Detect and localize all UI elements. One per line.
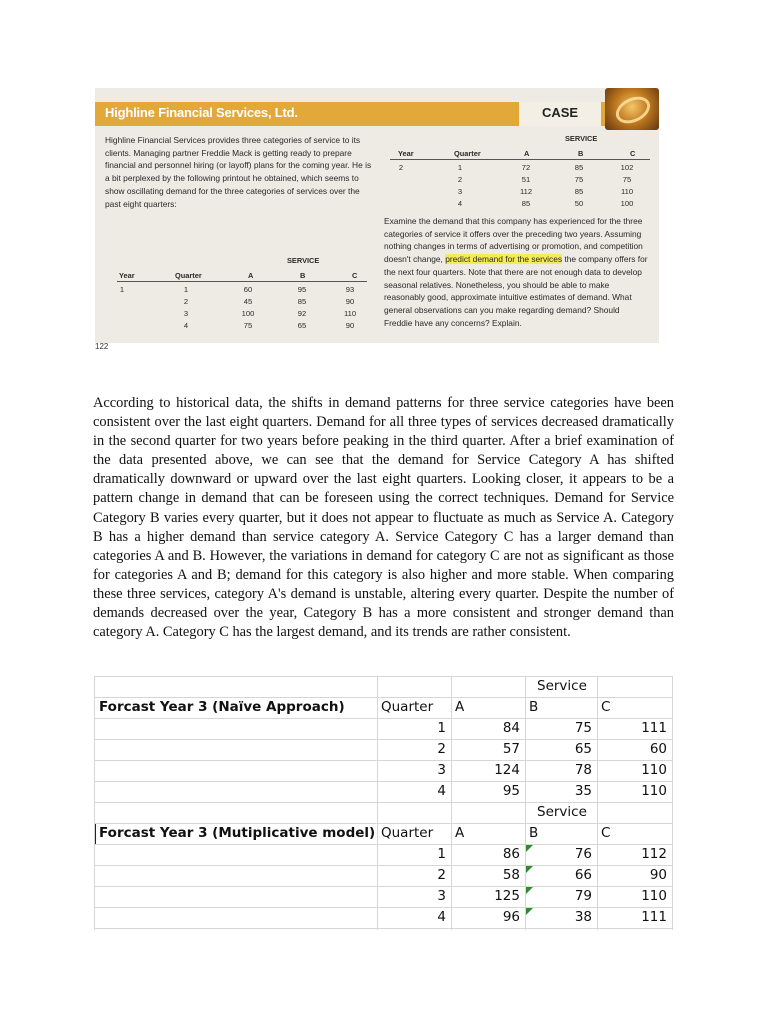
cell-b[interactable]: 78 bbox=[574, 762, 592, 778]
col-c-heading: C bbox=[352, 271, 358, 280]
year-heading: Year bbox=[119, 271, 135, 280]
grid-line bbox=[94, 823, 673, 824]
cell-c[interactable]: 60 bbox=[649, 741, 667, 757]
cell-a[interactable]: 125 bbox=[494, 888, 520, 904]
cell-b[interactable]: 75 bbox=[574, 720, 592, 736]
company-title: Highline Financial Services, Ltd. bbox=[105, 105, 298, 120]
page-number: 122 bbox=[95, 342, 109, 351]
quarter-heading: Quarter bbox=[454, 149, 481, 158]
service-heading: SERVICE bbox=[287, 256, 320, 265]
cell-a[interactable]: 95 bbox=[502, 783, 520, 799]
cell-b: 92 bbox=[297, 309, 307, 318]
cell-c: 102 bbox=[620, 163, 634, 172]
service-label: Service bbox=[537, 678, 587, 694]
cell-b: 50 bbox=[574, 199, 584, 208]
case-label-box bbox=[519, 102, 601, 126]
cell-a: 51 bbox=[521, 175, 531, 184]
case-header-bar bbox=[95, 102, 659, 126]
cell-a[interactable]: 84 bbox=[502, 720, 520, 736]
service-heading: SERVICE bbox=[565, 134, 598, 143]
cell-a: 75 bbox=[243, 321, 253, 330]
col-b-header: B bbox=[529, 699, 539, 715]
cell-b: 65 bbox=[297, 321, 307, 330]
analysis-paragraph: According to historical data, the shifts in demand patterns for three service categories have been consistent over the last eight quarters. Demand for all three types of services decreased dramatically in the second quarter for two years before peaking in the third quarter. After a brief examination of the data presented above, we can see that the demand for Service Category A has shifted dramatically downward or upward over the last eight quarters. Looking closer, it appears to be a pattern change in demand that can be foreseen using the correct techniques. Demand for Service Category B varies every quarter, but it does not appear to fluctuate as much as Service A. Category B has a higher demand than service category A. Service Category C has a larger demand than categories A and B. However, the variations in demand for category C are not as significant as those for categories A and B; demand for this category is also higher and more stable. When comparing these three services, category A's demand is unstable, altering every quarter. Despite the number of demands decreased over the year, Category B has a more consistent and stronger demand than category A. Category C has the largest demand, and its trends are rather consistent. bbox=[93, 395, 674, 641]
case-label: CASE bbox=[541, 105, 579, 120]
quarter-heading: Quarter bbox=[175, 271, 202, 280]
cell-b: 85 bbox=[297, 297, 307, 306]
col-c-header: C bbox=[601, 825, 611, 841]
cell-c[interactable]: 90 bbox=[649, 867, 667, 883]
year2-table bbox=[390, 132, 650, 212]
cell-b[interactable]: 76 bbox=[574, 846, 592, 862]
cell-c[interactable]: 110 bbox=[641, 888, 667, 904]
cell-q: 2 bbox=[183, 297, 189, 306]
cell-a[interactable]: 124 bbox=[494, 762, 520, 778]
cell-c: 93 bbox=[345, 285, 355, 294]
year-value: 1 bbox=[119, 285, 125, 294]
cell-a[interactable]: 57 bbox=[502, 741, 520, 757]
col-a-header: A bbox=[455, 699, 465, 715]
forecast-spreadsheet bbox=[94, 676, 673, 930]
grid-line bbox=[94, 697, 673, 698]
cell-a: 100 bbox=[241, 309, 255, 318]
cell-b[interactable]: 35 bbox=[574, 783, 592, 799]
cell-q[interactable]: 2 bbox=[437, 741, 446, 757]
cell-a: 85 bbox=[521, 199, 531, 208]
cell-q[interactable]: 4 bbox=[437, 909, 446, 925]
cell-q[interactable]: 2 bbox=[437, 867, 446, 883]
year-value: 2 bbox=[398, 163, 404, 172]
cell-b[interactable]: 79 bbox=[574, 888, 592, 904]
cell-q: 2 bbox=[457, 175, 463, 184]
formula-warning-icon bbox=[526, 845, 533, 852]
col-a-heading: A bbox=[524, 149, 530, 158]
case-intro-text: Highline Financial Services provides three categories of service to its clients. Managing partner Freddie Mack is getting ready to prepare financial and personnel hiring (or layoff) plans for the coming year. He is a bit perplexed by the following printout he obtained, which seems to show oscillating demand for the three categories of services over the past eight quarters: bbox=[105, 135, 372, 209]
cell-c: 75 bbox=[622, 175, 632, 184]
cell-c[interactable]: 112 bbox=[641, 846, 667, 862]
cell-b[interactable]: 66 bbox=[574, 867, 592, 883]
grid-line bbox=[672, 676, 673, 930]
cell-c[interactable]: 110 bbox=[641, 762, 667, 778]
formula-warning-icon bbox=[526, 887, 533, 894]
multiplicative-title: Forcast Year 3 (Mutiplicative model) bbox=[99, 825, 376, 841]
cell-q[interactable]: 3 bbox=[437, 888, 446, 904]
cell-b[interactable]: 65 bbox=[574, 741, 592, 757]
year-heading: Year bbox=[398, 149, 414, 158]
col-a-header: A bbox=[455, 825, 465, 841]
cell-a: 112 bbox=[519, 187, 533, 196]
formula-warning-icon bbox=[526, 908, 533, 915]
cell-a[interactable]: 86 bbox=[502, 846, 520, 862]
cell-a: 72 bbox=[521, 163, 531, 172]
cell-c: 100 bbox=[620, 199, 634, 208]
col-b-heading: B bbox=[300, 271, 306, 280]
col-c-header: C bbox=[601, 699, 611, 715]
cell-q[interactable]: 1 bbox=[437, 720, 446, 736]
cell-q: 4 bbox=[457, 199, 463, 208]
cell-b: 85 bbox=[574, 187, 584, 196]
cell-c: 110 bbox=[620, 187, 634, 196]
year1-table bbox=[117, 254, 367, 334]
case-ring-logo-icon bbox=[605, 88, 659, 130]
service-label: Service bbox=[537, 804, 587, 820]
grid-line bbox=[94, 928, 673, 929]
cell-q: 1 bbox=[457, 163, 463, 172]
case-study-image bbox=[95, 88, 659, 343]
cell-a[interactable]: 58 bbox=[502, 867, 520, 883]
cell-b[interactable]: 38 bbox=[574, 909, 592, 925]
cell-c[interactable]: 110 bbox=[641, 783, 667, 799]
cell-c: 110 bbox=[343, 309, 357, 318]
cell-b: 85 bbox=[574, 163, 584, 172]
cell-a: 45 bbox=[243, 297, 253, 306]
formula-warning-icon bbox=[526, 866, 533, 873]
cell-q[interactable]: 4 bbox=[437, 783, 446, 799]
cell-q: 4 bbox=[183, 321, 189, 330]
cell-c: 90 bbox=[345, 297, 355, 306]
case-question-text: Examine the demand that this company has experienced for the three categories of service it offers over the preceding two years. Assuming nothing changes in terms of advertising or promotion, and competition doesn't change, predict demand for the services the company offers for the next four quarters. Note that there are not enough data to develop seasonal relatives. Nonetheless, you should be able to make reasonably good, approximate intuitive estimates of demand. What general observations can you make regarding demand? Should Freddie have any concerns? Explain. bbox=[384, 216, 648, 328]
cell-b: 95 bbox=[297, 285, 307, 294]
col-b-heading: B bbox=[578, 149, 584, 158]
naive-title: Forcast Year 3 (Naïve Approach) bbox=[99, 699, 345, 715]
cell-q[interactable]: 1 bbox=[437, 846, 446, 862]
cell-q: 3 bbox=[183, 309, 189, 318]
col-c-heading: C bbox=[630, 149, 636, 158]
highlighted-phrase: predict demand for the services bbox=[445, 254, 563, 265]
col-a-heading: A bbox=[248, 271, 254, 280]
cell-a[interactable]: 96 bbox=[502, 909, 520, 925]
cell-c[interactable]: 111 bbox=[641, 909, 667, 925]
quarter-header: Quarter bbox=[381, 825, 434, 841]
cell-a: 60 bbox=[243, 285, 253, 294]
cell-c[interactable]: 111 bbox=[641, 720, 667, 736]
quarter-header: Quarter bbox=[381, 699, 434, 715]
grid-line bbox=[94, 802, 673, 803]
cell-q: 3 bbox=[457, 187, 463, 196]
col-b-header: B bbox=[529, 825, 539, 841]
grid-line bbox=[94, 676, 95, 930]
cell-b: 75 bbox=[574, 175, 584, 184]
cell-c: 90 bbox=[345, 321, 355, 330]
cell-q[interactable]: 3 bbox=[437, 762, 446, 778]
cell-q: 1 bbox=[183, 285, 189, 294]
grid-line bbox=[94, 676, 673, 677]
